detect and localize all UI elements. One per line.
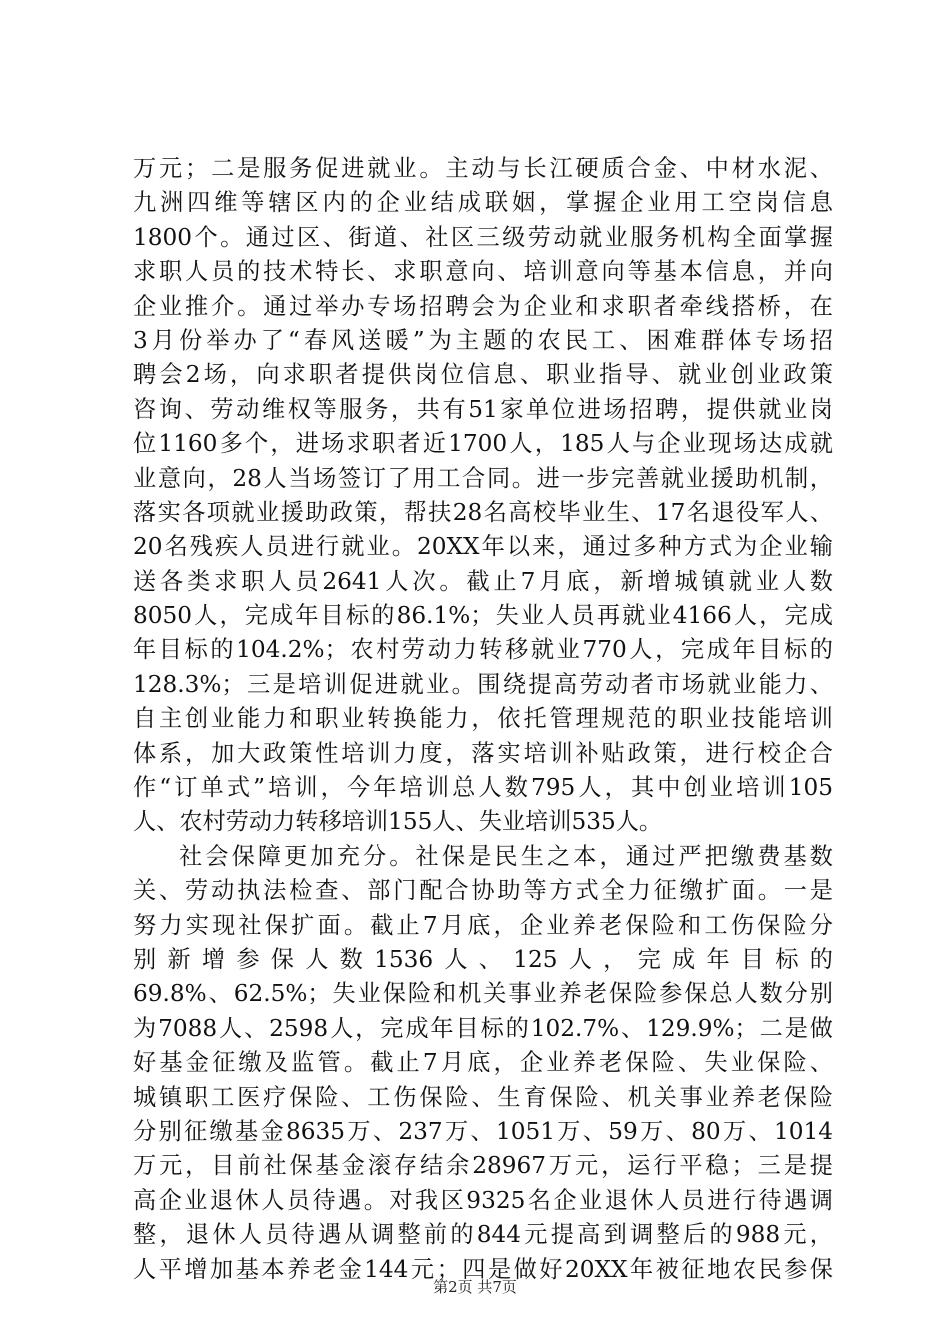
text-line: 20名残疾人员进行就业。20XX年以来，通过多种方式为企业输 <box>133 533 833 561</box>
text-line: 整，退休人员待遇从调整前的844元提高到调整后的988元， <box>133 1221 833 1249</box>
text-line: 万元，目前社保基金滚存结余28967万元，运行平稳；三是提 <box>133 1152 833 1180</box>
text-line: 努力实现社保扩面。截止7月底，企业养老保险和工伤保险分 <box>133 911 833 939</box>
text-line: 业意向，28人当场签订了用工合同。进一步完善就业援助机制， <box>133 464 833 492</box>
text-line: 分别征缴基金8635万、237万、1051万、59万、80万、1014 <box>133 1117 833 1145</box>
text-line: 位1160多个，进场求职者近1700人，185人与企业现场达成就 <box>133 430 833 458</box>
document-body <box>133 152 833 1287</box>
text-line: 69.8%、62.5%；失业保险和机关事业养老保险参保总人数分别 <box>133 980 833 1008</box>
text-line: 为7088人、2598人，完成年目标的102.7%、129.9%；二是做 <box>133 1014 833 1042</box>
text-line: 九洲四维等辖区内的企业结成联姻，掌握企业用工空岗信息 <box>133 189 833 217</box>
text-line: 自主创业能力和职业转换能力，依托管理规范的职业技能培训 <box>133 705 833 733</box>
text-line: 人、农村劳动力转移培训155人、失业培训535人。 <box>133 808 663 836</box>
text-line: 送各类求职人员2641人次。截止7月底，新增城镇就业人数 <box>133 567 833 595</box>
text-line: 城镇职工医疗保险、工伤保险、生育保险、机关事业养老保险 <box>133 1083 833 1111</box>
page-footer <box>0 1276 950 1297</box>
text-line: 人平增加基本养老金144元；四是做好20XX年被征地农民参保 <box>133 1255 833 1283</box>
text-line: 企业推介。通过举办专场招聘会为企业和求职者牵线搭桥，在 <box>133 292 833 320</box>
text-line: 咨询、劳动维权等服务，共有51家单位进场招聘，提供就业岗 <box>133 395 833 423</box>
text-line: 作“订单式”培训，今年培训总人数795人，其中创业培训105 <box>133 774 833 802</box>
text-line: 别新增参保人数1536人、125人，完成年目标的 <box>133 945 833 973</box>
text-line: 聘会2场，向求职者提供岗位信息、职业指导、就业创业政策 <box>133 361 833 389</box>
text-line: 3月份举办了“春风送暖”为主题的农民工、困难群体专场招 <box>133 326 833 354</box>
text-line: 关、劳动执法检查、部门配合协助等方式全力征缴扩面。一是 <box>133 877 833 905</box>
text-line: 年目标的104.2%；农村劳动力转移就业770人，完成年目标的 <box>133 636 833 664</box>
page-number: 第2页 共7页 <box>433 1278 517 1296</box>
paragraph-social-security <box>133 840 833 1287</box>
paragraph-employment <box>133 152 833 840</box>
text-line: 好基金征缴及监管。截止7月底，企业养老保险、失业保险、 <box>133 1049 833 1077</box>
text-line: 体系，加大政策性培训力度，落实培训补贴政策，进行校企合 <box>133 739 833 767</box>
text-line: 128.3%；三是培训促进就业。围绕提高劳动者市场就业能力、 <box>133 670 833 698</box>
text-line: 社会保障更加充分。社保是民生之本，通过严把缴费基数 <box>179 842 833 870</box>
text-line: 落实各项就业援助政策，帮扶28名高校毕业生、17名退役军人、 <box>133 498 833 526</box>
text-line: 求职人员的技术特长、求职意向、培训意向等基本信息，并向 <box>133 258 833 286</box>
text-line: 高企业退休人员待遇。对我区9325名企业退休人员进行待遇调 <box>133 1186 833 1214</box>
text-line: 8050人，完成年目标的86.1%；失业人员再就业4166人，完成 <box>133 602 833 630</box>
text-line: 万元；二是服务促进就业。主动与长江硬质合金、中材水泥、 <box>133 155 833 182</box>
text-line: 1800个。通过区、街道、社区三级劳动就业服务机构全面掌握 <box>133 223 833 251</box>
